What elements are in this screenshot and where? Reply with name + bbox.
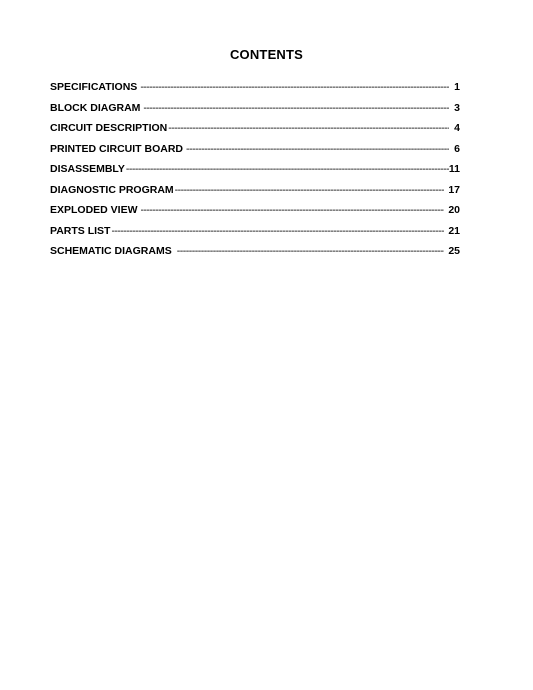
toc-entry-page: 6: [454, 142, 460, 155]
toc-entry-page: 11: [448, 163, 460, 175]
toc-dot-leader: [175, 184, 445, 196]
toc-entry-label: CIRCUIT DESCRIPTION: [50, 122, 168, 134]
toc-entry-page: 4: [454, 122, 460, 134]
toc-dot-leader: [177, 245, 445, 257]
toc-entry-exploded-view: [50, 204, 460, 225]
toc-entry-page: 20: [448, 204, 460, 216]
toc-entry-diagnostic-program: [50, 184, 460, 205]
toc-dot-leader: [168, 122, 449, 134]
toc-dot-leader: [111, 225, 444, 237]
toc-entry-page: 17: [448, 183, 460, 196]
toc-entry-label: EXPLODED VIEW: [50, 204, 138, 216]
toc-entry-label: PARTS LIST: [50, 224, 111, 237]
toc-dot-leader: [143, 102, 449, 114]
toc-entry-circuit-description: [50, 122, 460, 143]
toc-dot-leader: [186, 143, 449, 155]
toc-entry-label: SPECIFICATIONS: [50, 81, 138, 93]
page-title: CONTENTS: [229, 47, 304, 62]
toc-entry-parts-list: [50, 225, 460, 246]
toc-entry-specifications: [50, 81, 460, 102]
toc-entry-page: 1: [454, 81, 460, 93]
toc-dot-leader: [141, 204, 445, 216]
toc-entry-label: DIAGNOSTIC PROGRAM: [50, 183, 174, 196]
toc-entry-disassembly: [50, 163, 460, 184]
toc-entry-page: 21: [448, 224, 460, 237]
toc-entry-label: PRINTED CIRCUIT BOARD: [50, 142, 183, 155]
toc-entry-page: 3: [454, 101, 460, 114]
toc-entry-schematic-diagrams: [50, 245, 460, 266]
toc-entry-label: SCHEMATIC DIAGRAMS: [50, 245, 172, 257]
table-of-contents: [50, 81, 460, 266]
toc-entry-label: BLOCK DIAGRAM: [50, 101, 141, 114]
toc-dot-leader: [126, 163, 449, 175]
toc-dot-leader: [140, 81, 449, 93]
toc-entry-page: 25: [448, 245, 460, 257]
toc-entry-printed-circuit-board: [50, 143, 460, 164]
toc-entry-block-diagram: [50, 102, 460, 123]
toc-entry-label: DISASSEMBLY: [50, 163, 125, 175]
